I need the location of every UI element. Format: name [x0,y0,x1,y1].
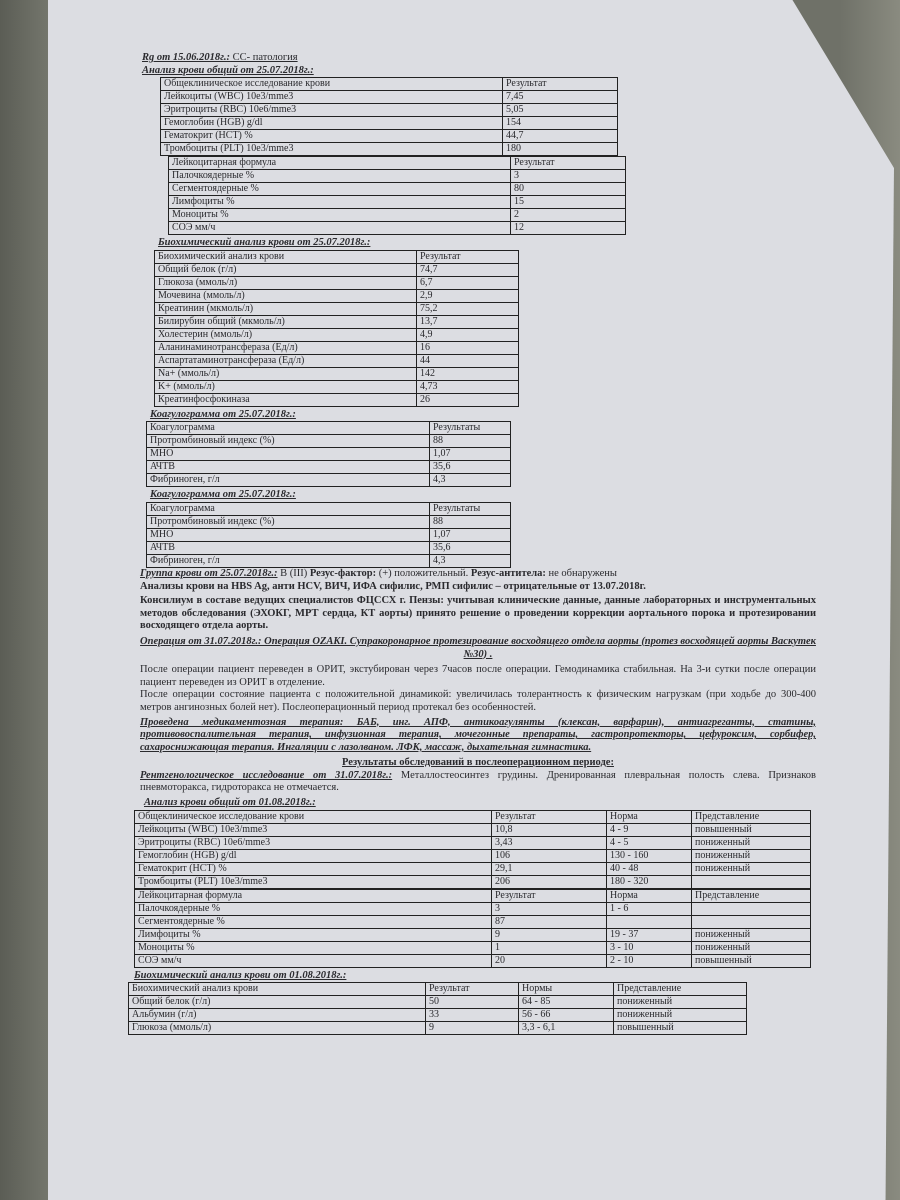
table-cell: 44 [417,354,519,367]
operation-paragraph: Операция от 31.07.2018г.: Операция OZAKI. Супракоронарное протезирование восходящего отдела аорты (протез восходящей аорты Васкутек №30) . [140,635,816,660]
table-cell: 44,7 [503,130,618,143]
table-row [161,91,618,104]
table-cell: Холестерин (ммоль/л) [155,328,417,341]
header-cell: Представление [614,983,747,996]
table-cell: Эритроциты (RBC) 10e6/mme3 [135,836,492,849]
table-cell: АЧТВ [147,461,430,474]
blood-group-line [140,568,816,581]
table-row [135,941,811,954]
table-row [129,1022,747,1035]
header-cell: Результаты [430,422,511,435]
table-cell: 40 - 48 [607,862,692,875]
rg-label: Rg от 15.06.2018г.: [142,52,231,63]
header-cell: Результаты [430,502,511,515]
table-row [147,474,511,487]
table-cell: пониженный [692,941,811,954]
cbc2-formula-table [134,889,811,968]
table-cell: 20 [492,954,607,967]
table-row [135,823,811,836]
bio1-title: Биохимический анализ крови от 25.07.2018г.: [158,237,371,249]
table-cell: Лейкоциты (WBC) 10e3/mme3 [135,823,492,836]
table-header-row [155,250,519,263]
bio2-body [129,983,747,1035]
table-cell: МНО [147,448,430,461]
coag2-body [147,502,511,567]
table-row [169,222,626,235]
cbc2-body [135,810,811,888]
table-cell: пониженный [692,836,811,849]
table-header-row [129,983,747,996]
table-cell: пониженный [692,928,811,941]
table-cell: 130 - 160 [607,849,692,862]
table-cell: 180 [503,143,618,156]
table-cell: 26 [417,393,519,406]
table-cell: 19 - 37 [607,928,692,941]
table-cell: 154 [503,117,618,130]
table-cell: Креатинин (мкмоль/л) [155,302,417,315]
table-row [147,461,511,474]
table-cell: Аланинаминотрансфераза (Ед/л) [155,341,417,354]
table-cell: 3,43 [492,836,607,849]
table-row [135,915,811,928]
postop-paragraph-1: После операции пациент переведен в ОРИТ, экстубирован через 7часов после операции. Гемодинамика стабильная. На 3-и сутки после операции пациент переведен из ОРИТ в отделение. [140,664,816,688]
cbc1-title: Анализ крови общий от 25.07.2018г.: [142,64,314,76]
header-cell: Норма [607,810,692,823]
table-cell: 16 [417,341,519,354]
table-cell: 6,7 [417,276,519,289]
table-cell: 74,7 [417,263,519,276]
table-cell: Общий белок (г/л) [129,996,426,1009]
table-cell: 80 [511,183,626,196]
table-cell [692,915,811,928]
table-cell: Аспартатаминотрансфераза (Ед/л) [155,354,417,367]
table-cell: Эритроциты (RBC) 10e6/mme3 [161,104,503,117]
table-cell: 9 [492,928,607,941]
table-row [147,435,511,448]
table-cell [607,915,692,928]
table-row [155,315,519,328]
table-row [155,367,519,380]
table-row [135,862,811,875]
table-cell: 4,9 [417,328,519,341]
table-cell: пониженный [692,862,811,875]
header-cell: Коагулограмма [147,502,430,515]
table-row [147,515,511,528]
cbc1-table [160,77,618,156]
header-cell: Биохимический анализ крови [129,983,426,996]
table-cell: 180 - 320 [607,875,692,888]
table-cell: пониженный [692,849,811,862]
table-cell: 2 - 10 [607,954,692,967]
header-cell: Представление [692,810,811,823]
table-cell: Палочкоядерные % [135,902,492,915]
table-row [129,996,747,1009]
table-header-row [147,502,511,515]
table-row [147,554,511,567]
coag2-title: Коагулограмма от 25.07.2018г.: [150,489,296,501]
table-cell: 4,73 [417,380,519,393]
header-cell: Лейкоцитарная формула [169,157,511,170]
bio2-table [128,982,747,1035]
table-cell: 35,6 [430,541,511,554]
document-content [118,52,818,1035]
table-cell: 206 [492,875,607,888]
table-cell: Глюкоза (ммоль/л) [129,1022,426,1035]
table-row [147,448,511,461]
infections-line: Анализы крови на HBS Ag, анти HCV, ВИЧ, ИФА сифилис, РМП сифилис – отрицательные от 13.07.2018г. [140,580,646,592]
table-header-row [169,157,626,170]
table-cell: Протромбиновый индекс (%) [147,515,430,528]
table-cell: Моноциты % [135,941,492,954]
coag2-table [146,502,511,568]
table-row [155,393,519,406]
cbc1-formula-body [169,157,626,235]
table-cell: СОЭ мм/ч [135,954,492,967]
table-cell: 10,8 [492,823,607,836]
table-cell: пониженный [614,996,747,1009]
header-cell: Результат [503,78,618,91]
table-cell: Гематокрит (HCT) % [161,130,503,143]
table-cell: пониженный [614,1009,747,1022]
rh-value: (+) положительный. [376,567,471,579]
table-cell: Сегментоядерные % [135,915,492,928]
table-cell: МНО [147,528,430,541]
table-cell: K+ (ммоль/л) [155,380,417,393]
bio2-title: Биохимический анализ крови от 01.08.2018г.: [134,969,347,981]
xray-paragraph [140,770,816,795]
table-cell: 1,07 [430,448,511,461]
xray-text: Металлостеосинтез грудины. Дренированная плевральная полость слева. Признаков пневмоторакса, гидроторакса не отмечается. [140,769,816,794]
table-cell: Альбумин (г/л) [129,1009,426,1022]
table-cell: 50 [426,996,519,1009]
table-row [161,117,618,130]
table-cell: 64 - 85 [519,996,614,1009]
header-cell: Общеклиническое исследование крови [161,78,503,91]
table-cell: 2,9 [417,289,519,302]
blood-group-value: В (III) [277,567,310,579]
table-cell: 4 - 5 [607,836,692,849]
table-cell: Тромбоциты (PLT) 10e3/mme3 [135,875,492,888]
postop-results-title: Результаты обследований в послеоперационном периоде: [342,757,614,769]
postop-paragraph-2: После операции состояние пациента с положительной динамикой: увеличилась толерантность к физическим нагрузкам (при ходьбе до 300-400 метров ангинозных болей нет). Послеоперационный период протекал без особенностей. [140,689,816,713]
table-row [155,289,519,302]
blood-group-label: Группа крови от 25.07.2018г.: [140,567,278,579]
table-cell: 29,1 [492,862,607,875]
table-cell: Лейкоциты (WBC) 10e3/mme3 [161,91,503,104]
coag1-table [146,421,511,487]
table-row [169,183,626,196]
table-cell: 1,07 [430,528,511,541]
header-cell: Результат [492,810,607,823]
table-cell: 87 [492,915,607,928]
table-cell: 35,6 [430,461,511,474]
table-cell: 12 [511,222,626,235]
table-row [155,328,519,341]
coag1-title: Коагулограмма от 25.07.2018г.: [150,408,296,420]
table-row [169,209,626,222]
table-cell: Глюкоза (ммоль/л) [155,276,417,289]
table-row [155,380,519,393]
table-cell: 1 [492,941,607,954]
table-cell: Гемоглобин (HGB) g/dl [135,849,492,862]
table-cell: 1 - 6 [607,902,692,915]
header-cell: Нормы [519,983,614,996]
table-header-row [161,78,618,91]
table-cell: Палочкоядерные % [169,170,511,183]
table-row [155,354,519,367]
antibodies-value: не обнаружены [545,567,617,579]
table-cell: 33 [426,1009,519,1022]
table-row [161,104,618,117]
table-row [155,276,519,289]
table-cell: Билирубин общий (мкмоль/л) [155,315,417,328]
table-row [155,341,519,354]
table-row [169,170,626,183]
cbc1-body [161,78,618,156]
header-cell: Норма [607,889,692,902]
table-cell: 15 [511,196,626,209]
table-cell: 75,2 [417,302,519,315]
table-cell: Гемоглобин (HGB) g/dl [161,117,503,130]
cbc1-formula-table [168,156,626,235]
header-cell: Результат [492,889,607,902]
table-cell: 106 [492,849,607,862]
table-cell [692,902,811,915]
table-cell: Протромбиновый индекс (%) [147,435,430,448]
table-row [147,541,511,554]
table-cell: 7,45 [503,91,618,104]
table-cell: 142 [417,367,519,380]
table-row [161,130,618,143]
table-row [169,196,626,209]
table-cell: Мочевина (ммоль/л) [155,289,417,302]
table-row [161,143,618,156]
table-row [135,954,811,967]
table-row [135,849,811,862]
table-row [135,875,811,888]
table-cell: 88 [430,435,511,448]
table-cell: Фибриноген, г/л [147,554,430,567]
table-cell: Лимфоциты % [169,196,511,209]
table-cell: Na+ (ммоль/л) [155,367,417,380]
table-row [129,1009,747,1022]
table-cell: 4,3 [430,554,511,567]
bio1-body [155,250,519,406]
table-cell: 4 - 9 [607,823,692,836]
table-cell: повышенный [692,823,811,836]
table-cell: 2 [511,209,626,222]
table-cell: повышенный [614,1022,747,1035]
table-cell: Фибриноген, г/л [147,474,430,487]
header-cell: Лейкоцитарная формула [135,889,492,902]
table-cell: 88 [430,515,511,528]
table-row [147,528,511,541]
table-cell: 4,3 [430,474,511,487]
table-cell: Креатинфосфокиназа [155,393,417,406]
therapy-paragraph: Проведена медикаментозная терапия: БАБ, инг. АПФ, антикоагулянты (клексан, варфарин), антиагреганты, статины, противовоспалительная терапия, инфузионная терапия, мочегонные препараты, гастропротекторы, цефуроксим, сорбифер, сахароснижающая терапия. Ингаляции с лазолваном. ЛФК, массаж, дыхательная гимнастика. [140,716,816,753]
header-cell: Биохимический анализ крови [155,250,417,263]
coag1-body [147,422,511,487]
table-cell: Тромбоциты (PLT) 10e3/mme3 [161,143,503,156]
header-cell: Результат [426,983,519,996]
table-row [155,302,519,315]
antibodies-label: Резус-антитела: [470,567,546,579]
table-cell: Общий белок (г/л) [155,263,417,276]
table-cell: АЧТВ [147,541,430,554]
header-cell: Коагулограмма [147,422,430,435]
table-cell: 3 [511,170,626,183]
council-paragraph: Консилиум в составе ведущих специалистов ФЦССХ г. Пензы: учитывая клинические данные, данные лабораторных и инструментальных методов обследования (ЭХОКГ, МРТ сердца, КТ аорты) принято решение о проведении коррекции аортального порока и протезировании восходящего отдела аорты. [140,595,816,632]
table-cell: 5,05 [503,104,618,117]
bio1-table [154,250,519,407]
table-row [135,928,811,941]
table-cell: Моноциты % [169,209,511,222]
table-row [155,263,519,276]
table-header-row [135,889,811,902]
table-row [135,836,811,849]
table-cell: СОЭ мм/ч [169,222,511,235]
table-cell: 3,3 - 6,1 [519,1022,614,1035]
table-row [135,902,811,915]
table-cell: 3 [492,902,607,915]
table-cell: 9 [426,1022,519,1035]
header-cell: Результат [511,157,626,170]
rg-text: СС- патология [230,52,298,63]
rg-header [142,52,818,65]
table-cell [692,875,811,888]
cbc2-title: Анализ крови общий от 01.08.2018г.: [144,797,316,809]
table-cell: Сегментоядерные % [169,183,511,196]
table-cell: Лимфоциты % [135,928,492,941]
table-cell: 13,7 [417,315,519,328]
table-cell: 3 - 10 [607,941,692,954]
header-cell: Результат [417,250,519,263]
xray-label: Рентгенологическое исследование от 31.07.2018г.: [140,769,393,781]
table-cell: повышенный [692,954,811,967]
table-cell: 56 - 66 [519,1009,614,1022]
table-header-row [147,422,511,435]
cbc2-table [134,810,811,889]
rh-label: Резус-фактор: [309,567,377,579]
header-cell: Представление [692,889,811,902]
cbc2-formula-body [135,889,811,967]
header-cell: Общеклиническое исследование крови [135,810,492,823]
table-cell: Гематокрит (HCT) % [135,862,492,875]
table-header-row [135,810,811,823]
